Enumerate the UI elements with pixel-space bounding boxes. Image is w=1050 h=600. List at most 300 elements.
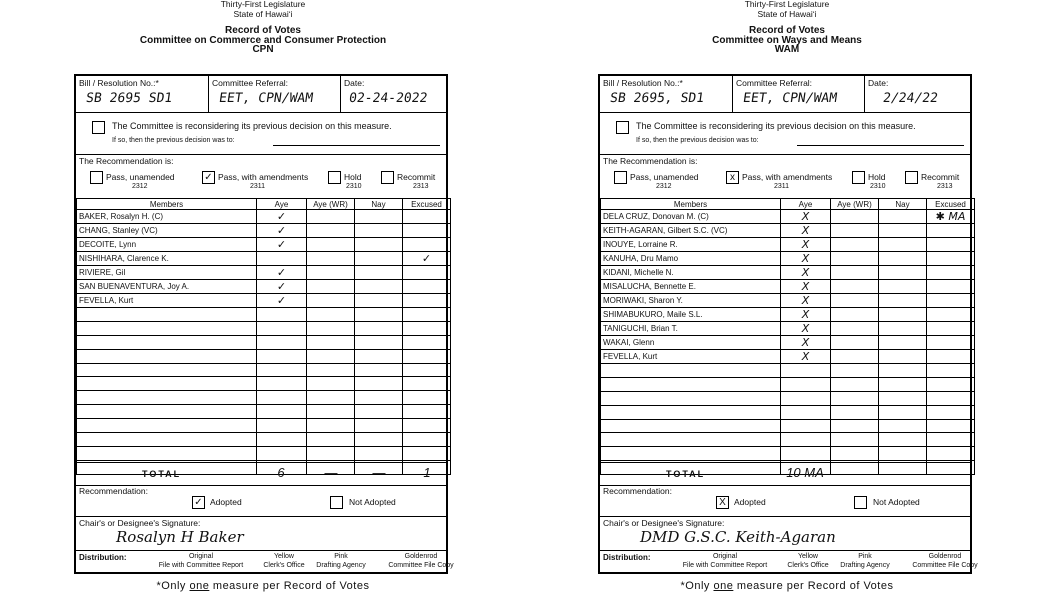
date-label: Date: [344,78,365,88]
vote-ayewr-cell[interactable] [831,322,879,336]
vote-nay-cell[interactable] [879,224,927,238]
column-header: Aye (WR) [307,199,355,210]
option-code: 2310 [870,183,886,190]
option-checkbox[interactable] [90,171,103,184]
committee-name: Committee on Commerce and Consumer Protection [139,34,387,46]
bill-label: Bill / Resolution No.:* [79,78,159,88]
vote-aye-cell[interactable]: ✓ [257,210,307,224]
empty-cell[interactable] [781,419,831,433]
vote-exc-cell[interactable] [927,266,975,280]
option-label: Hold [868,172,886,182]
empty-cell[interactable] [355,433,403,447]
empty-cell[interactable] [257,377,307,391]
referral-cell[interactable] [208,76,341,112]
vote-nay-cell[interactable] [879,336,927,350]
vote-ayewr-cell[interactable] [831,252,879,266]
vote-nay-cell[interactable] [879,266,927,280]
empty-cell[interactable] [355,335,403,349]
distribution-label: Distribution: [79,553,127,562]
empty-cell[interactable] [403,391,451,405]
member-name: MISALUCHA, Bennette E. [601,280,781,294]
table-row [77,252,451,266]
copy-color: Pink [334,553,348,560]
reconsider-section [600,112,970,155]
date-cell[interactable] [340,76,449,112]
empty-cell[interactable] [831,433,879,447]
empty-cell[interactable] [601,391,781,405]
option-label: Recommit [397,172,436,182]
vote-nay-cell[interactable] [879,210,927,224]
empty-cell[interactable] [879,377,927,391]
copy-color: Pink [858,553,872,560]
empty-cell[interactable] [601,447,781,461]
empty-cell[interactable] [355,377,403,391]
table-row [601,266,975,280]
copy-destination: Clerk's Office [787,562,829,569]
vote-ayewr-cell[interactable] [307,210,355,224]
member-name: NISHIHARA, Clarence K. [77,252,257,266]
committee-name: Committee on Ways and Means [712,34,862,46]
empty-cell[interactable] [257,405,307,419]
empty-cell[interactable] [257,446,307,460]
table-row [77,433,451,447]
empty-cell[interactable] [355,349,403,363]
vote-aye-cell[interactable]: ✓ [257,294,307,308]
member-name: MORIWAKI, Sharon Y. [601,294,781,308]
empty-cell[interactable] [257,349,307,363]
empty-cell[interactable] [307,308,355,322]
vote-aye-cell[interactable]: X [781,252,831,266]
empty-cell[interactable] [257,419,307,433]
vote-nay-cell[interactable] [355,238,403,252]
empty-cell[interactable] [781,447,831,461]
vote-nay-cell[interactable] [355,294,403,308]
copy-color: Goldenrod [928,553,962,560]
vote-nay-cell[interactable] [879,350,927,364]
column-header: Aye (WR) [831,199,879,210]
column-header: Nay [355,199,403,210]
recommendation-result [600,484,970,517]
empty-cell[interactable] [601,405,781,419]
vote-exc-cell[interactable] [927,322,975,336]
recommendation-label: The Recommendation is: [603,156,698,166]
empty-cell[interactable] [403,321,451,335]
vote-nay-cell[interactable] [355,224,403,238]
vote-exc-cell[interactable] [927,350,975,364]
empty-cell[interactable] [403,349,451,363]
option-label: Recommit [921,172,960,182]
table-row [77,238,451,252]
member-name: INOUYE, Lorraine R. [601,238,781,252]
member-name: CHANG, Stanley (VC) [77,224,257,238]
vote-aye-cell[interactable]: ✓ [257,280,307,294]
empty-cell[interactable] [781,433,831,447]
footnote-emphasis: one [189,580,210,592]
member-name: DECOITE, Lynn [77,238,257,252]
vote-ayewr-cell[interactable] [307,294,355,308]
reconsider-text: The Committee is reconsidering its previous decision on this measure. [636,121,916,131]
vote-exc-cell[interactable] [403,294,451,308]
empty-cell[interactable] [355,419,403,433]
table-row [601,364,975,378]
empty-cell[interactable] [879,364,927,378]
vote-nay-cell[interactable] [879,280,927,294]
vote-exc-cell[interactable] [403,266,451,280]
empty-cell[interactable] [601,377,781,391]
empty-cell[interactable] [307,433,355,447]
empty-cell[interactable] [307,363,355,377]
vote-exc-cell[interactable] [403,238,451,252]
state-name: State of Hawaiʻi [757,8,817,19]
referral-label: Committee Referral: [212,78,289,88]
option-checkbox[interactable]: ✓ [202,171,215,184]
table-row [601,377,975,391]
empty-cell[interactable] [831,391,879,405]
table-row [601,280,975,294]
date-value: 2/24/22 [881,91,939,106]
vote-nay-cell[interactable] [355,266,403,280]
empty-cell[interactable] [77,405,257,419]
vote-aye-cell[interactable] [257,252,307,266]
empty-cell[interactable] [781,377,831,391]
vote-ayewr-cell[interactable] [831,280,879,294]
column-header: Excused [403,199,451,210]
table-row [77,363,451,377]
empty-cell[interactable] [927,419,975,433]
empty-cell[interactable] [831,377,879,391]
recommendation-result-label: Recommendation: [603,486,672,496]
empty-cell[interactable] [927,391,975,405]
empty-cell[interactable] [257,391,307,405]
distribution-copy [905,552,985,570]
empty-cell[interactable] [257,363,307,377]
column-header: Aye [257,199,307,210]
empty-cell[interactable] [781,364,831,378]
table-row [77,349,451,363]
total-label: TOTAL [142,469,182,479]
empty-cell[interactable] [927,377,975,391]
option-code: 2310 [346,183,362,190]
copy-destination: Clerk's Office [263,562,305,569]
bill-cell[interactable] [76,76,208,112]
empty-cell[interactable] [307,321,355,335]
empty-cell[interactable] [257,335,307,349]
vote-aye-cell[interactable]: X [781,294,831,308]
empty-cell[interactable] [77,308,257,322]
vote-nay-cell[interactable] [355,252,403,266]
reconsider-checkbox[interactable] [92,121,105,134]
member-name: TANIGUCHI, Brian T. [601,322,781,336]
member-name: FEVELLA, Kurt [77,294,257,308]
empty-cell[interactable] [307,349,355,363]
vote-record-box [598,74,978,574]
vote-aye-cell[interactable]: X [781,336,831,350]
member-name: FEVELLA, Kurt [601,350,781,364]
empty-cell[interactable] [77,335,257,349]
vote-ayewr-cell[interactable] [307,252,355,266]
empty-cell[interactable] [831,405,879,419]
table-row [601,336,975,350]
empty-cell[interactable] [307,446,355,460]
empty-cell[interactable] [403,446,451,460]
record-title: Record of Votes [749,25,825,36]
empty-cell[interactable] [879,447,927,461]
empty-cell[interactable] [831,447,879,461]
vote-ayewr-cell[interactable] [307,280,355,294]
referral-value: EET, CPN/WAM [217,91,314,106]
vote-aye-cell[interactable]: X [781,238,831,252]
not-adopted-checkbox[interactable] [854,496,867,509]
vote-ayewr-cell[interactable] [831,210,879,224]
empty-cell[interactable] [781,391,831,405]
table-row [601,252,975,266]
members-vote-table [600,198,975,475]
copy-color: Original [188,553,214,560]
empty-cell[interactable] [403,363,451,377]
option-code: 2311 [250,183,266,190]
vote-exc-cell[interactable] [403,224,451,238]
distribution-label: Distribution: [603,553,651,562]
total-row [600,462,970,486]
empty-cell[interactable] [403,405,451,419]
option-checkbox[interactable] [328,171,341,184]
vote-exc-cell[interactable] [927,308,975,322]
vote-nay-cell[interactable] [879,238,927,252]
empty-cell[interactable] [927,364,975,378]
empty-cell[interactable] [77,349,257,363]
option-label: Pass, with amendments [218,172,309,182]
adopted-checkbox[interactable]: ✓ [192,496,205,509]
column-header: Excused [927,199,975,210]
chair-signature[interactable]: Rosalyn H Baker [116,528,244,546]
footnote-post: measure per Record of Votes [733,580,894,592]
copy-destination: File with Committee Report [158,562,244,569]
option-code: 2312 [132,183,148,190]
empty-cell[interactable] [403,419,451,433]
member-name: SHIMABUKURO, Maile S.L. [601,308,781,322]
vote-ayewr-cell[interactable] [831,350,879,364]
copy-destination: Drafting Agency [840,562,890,569]
empty-cell[interactable] [77,419,257,433]
empty-cell[interactable] [927,405,975,419]
referral-cell[interactable] [732,76,865,112]
empty-cell[interactable] [77,377,257,391]
vote-exc-cell[interactable] [927,224,975,238]
vote-exc-cell[interactable] [403,210,451,224]
empty-cell[interactable] [601,419,781,433]
empty-cell[interactable] [355,308,403,322]
vote-nay-cell[interactable] [355,280,403,294]
vote-aye-cell[interactable]: X [781,308,831,322]
table-row [601,433,975,447]
previous-decision-line[interactable] [273,145,440,146]
vote-exc-cell[interactable] [927,336,975,350]
committee-abbr: CPN [252,44,274,55]
empty-cell[interactable] [307,405,355,419]
option-checkbox[interactable] [852,171,865,184]
empty-cell[interactable] [307,335,355,349]
empty-cell[interactable] [77,446,257,460]
table-row [601,308,975,322]
table-row [77,210,451,224]
column-header: Aye [781,199,831,210]
vote-nay-cell[interactable] [879,294,927,308]
empty-cell[interactable] [403,433,451,447]
vote-exc-cell[interactable] [927,280,975,294]
empty-cell[interactable] [307,377,355,391]
vote-aye-cell[interactable]: X [781,266,831,280]
distribution-copy [136,552,266,570]
empty-cell[interactable] [355,405,403,419]
member-name: KEITH-AGARAN, Gilbert S.C. (VC) [601,224,781,238]
vote-exc-cell[interactable] [927,252,975,266]
option-code: 2312 [656,183,672,190]
vote-nay-cell[interactable] [879,252,927,266]
empty-cell[interactable] [879,391,927,405]
empty-cell[interactable] [77,321,257,335]
empty-cell[interactable] [355,446,403,460]
copy-destination: Committee File Copy [388,562,454,569]
adopted-label: Adopted [734,497,766,507]
vote-nay-cell[interactable] [355,210,403,224]
empty-cell[interactable] [879,433,927,447]
empty-cell[interactable] [77,363,257,377]
option-checkbox[interactable] [381,171,394,184]
vote-aye-cell[interactable]: X [781,322,831,336]
vote-aye-cell[interactable]: ✓ [257,224,307,238]
empty-cell[interactable] [77,391,257,405]
not-adopted-label: Not Adopted [873,497,920,507]
vote-ayewr-cell[interactable] [307,224,355,238]
signature-section [76,516,446,551]
table-row [601,210,975,224]
option-checkbox[interactable] [905,171,918,184]
empty-cell[interactable] [601,433,781,447]
option-label: Pass, unamended [106,172,175,182]
option-checkbox[interactable] [614,171,627,184]
vote-exc-cell[interactable] [927,238,975,252]
chair-signature[interactable]: DMD G.S.C. Keith-Agaran [640,528,836,546]
bill-label: Bill / Resolution No.:* [603,78,683,88]
vote-aye-cell[interactable]: X [781,210,831,224]
empty-cell[interactable] [257,308,307,322]
empty-cell[interactable] [831,364,879,378]
footnote [598,580,976,592]
vote-aye-cell[interactable]: X [781,224,831,238]
reconsider-checkbox[interactable] [616,121,629,134]
option-code: 2313 [413,183,429,190]
empty-cell[interactable] [307,391,355,405]
vote-ayewr-cell[interactable] [307,238,355,252]
empty-cell[interactable] [355,391,403,405]
vote-aye-cell[interactable]: ✓ [257,266,307,280]
member-name: KANUHA, Dru Mamo [601,252,781,266]
empty-cell[interactable] [307,419,355,433]
vote-ayewr-cell[interactable] [831,224,879,238]
vote-ayewr-cell[interactable] [831,266,879,280]
vote-exc-cell[interactable] [403,280,451,294]
measure-info-row [76,76,446,113]
vote-aye-cell[interactable]: X [781,280,831,294]
vote-aye-cell[interactable]: X [781,350,831,364]
vote-record-box [74,74,454,574]
bill-cell[interactable] [600,76,732,112]
total-row [76,462,446,486]
total-aye: 6 [277,465,285,480]
vote-ayewr-cell[interactable] [831,294,879,308]
table-row [77,321,451,335]
empty-cell[interactable] [257,433,307,447]
table-row [601,350,975,364]
vote-exc-cell[interactable] [927,294,975,308]
date-value: 02-24-2022 [347,91,429,106]
adopted-checkbox[interactable]: X [716,496,729,509]
recommendation-section [600,154,970,199]
vote-nay-cell[interactable] [879,322,927,336]
empty-cell[interactable] [879,405,927,419]
not-adopted-checkbox[interactable] [330,496,343,509]
vote-exc-cell[interactable]: ✱ MA [927,210,975,224]
copy-color: Original [712,553,738,560]
empty-cell[interactable] [403,308,451,322]
vote-ayewr-cell[interactable] [307,266,355,280]
table-row [77,335,451,349]
signature-label: Chair's or Designee's Signature: [603,518,725,528]
empty-cell[interactable] [601,364,781,378]
state-name: State of Hawaiʻi [233,8,293,19]
empty-cell[interactable] [927,447,975,461]
date-cell[interactable] [864,76,973,112]
empty-cell[interactable] [403,377,451,391]
empty-cell[interactable] [403,335,451,349]
member-name: BAKER, Rosalyn H. (C) [77,210,257,224]
vote-ayewr-cell[interactable] [831,308,879,322]
signature-label: Chair's or Designee's Signature: [79,518,201,528]
measure-info-row [600,76,970,113]
footnote-pre: *Only [680,580,714,592]
option-checkbox[interactable]: x [726,171,739,184]
member-name: SAN BUENAVENTURA, Joy A. [77,280,257,294]
vote-aye-cell[interactable]: ✓ [257,238,307,252]
empty-cell[interactable] [831,419,879,433]
copy-color: Yellow [274,553,294,560]
empty-cell[interactable] [77,433,257,447]
empty-cell[interactable] [927,433,975,447]
vote-exc-cell[interactable]: ✓ [403,252,451,266]
previous-decision-line[interactable] [797,145,964,146]
copy-destination: File with Committee Report [682,562,768,569]
empty-cell[interactable] [257,321,307,335]
referral-label: Committee Referral: [736,78,813,88]
footnote-emphasis: one [713,580,734,592]
vote-ayewr-cell[interactable] [831,238,879,252]
empty-cell[interactable] [355,321,403,335]
vote-nay-cell[interactable] [879,308,927,322]
option-code: 2311 [774,183,790,190]
recommendation-label: The Recommendation is: [79,156,174,166]
empty-cell[interactable] [355,363,403,377]
bill-value: SB 2695, SD1 [608,91,705,106]
not-adopted-label: Not Adopted [349,497,396,507]
vote-ayewr-cell[interactable] [831,336,879,350]
table-row [77,405,451,419]
legislature-name: Thirty-First Legislature [220,0,306,9]
empty-cell[interactable] [781,405,831,419]
legislature-name: Thirty-First Legislature [744,0,830,9]
empty-cell[interactable] [879,419,927,433]
total-aye: 10 MA [786,465,824,480]
reconsider-subtext: If so, then the previous decision was to: [636,137,759,144]
